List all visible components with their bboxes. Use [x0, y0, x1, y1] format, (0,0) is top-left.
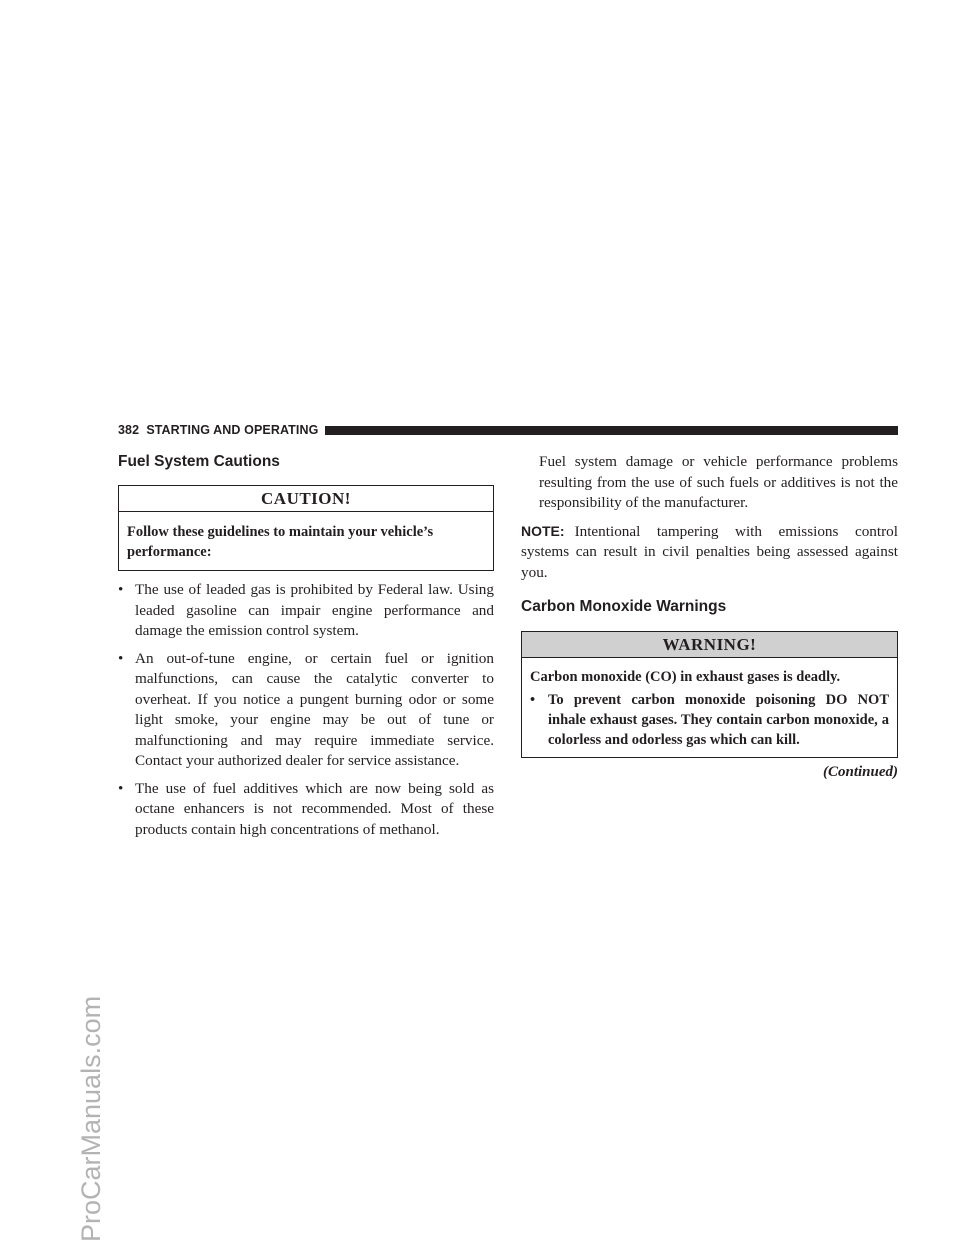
bullet-glyph: • [118, 581, 124, 598]
continued-label: (Continued) [822, 764, 898, 780]
bullet-text: The use of fuel additives which are now being sold as octane enhancers is not recommended. Most of these products contain high concentrations of methanol. [135, 779, 494, 838]
fuel-system-heading: Fuel System Cautions [118, 453, 280, 470]
watermark-text: ProCarManuals.com [76, 995, 106, 1242]
left-column [118, 452, 494, 840]
bullet-glyph: • [118, 779, 124, 797]
list-item [118, 649, 494, 772]
right-column [521, 452, 898, 781]
bullet-glyph: • [118, 649, 124, 667]
page-header [118, 423, 898, 437]
bullet-text: The use of leaded gas is prohibited by Federal law. Using leaded gasoline can impair engine performance and damage the emission control system. [135, 581, 494, 639]
side-watermark [76, 482, 107, 1242]
header-rule [325, 426, 898, 435]
warning-box [521, 631, 898, 758]
section-title: STARTING AND OPERATING [146, 423, 319, 437]
warning-bullets [530, 690, 889, 750]
list-item [118, 580, 494, 642]
page-number-and-section [118, 423, 318, 437]
caution-title: CAUTION! [119, 486, 493, 512]
page-number: 382 [118, 423, 140, 437]
list-item [530, 690, 889, 750]
bullet-glyph: • [530, 692, 536, 708]
warning-title: WARNING! [522, 632, 897, 658]
fuel-bullets [118, 580, 494, 840]
carbon-monoxide-heading: Carbon Monoxide Warnings [521, 598, 727, 615]
note-text: Intentional tampering with emissions control systems can result in civil penalties being assessed against you. [521, 522, 898, 581]
note-paragraph [521, 521, 898, 584]
caution-box [118, 485, 494, 571]
warning-intro: Carbon monoxide (CO) in exhaust gases is deadly. [530, 669, 841, 685]
warning-body [522, 658, 897, 757]
note-label: NOTE: [521, 522, 565, 539]
continuation-paragraph: Fuel system damage or vehicle performance problems resulting from the use of such fuels or additives is not the responsibility of the manufacturer. [539, 453, 898, 511]
bullet-text: An out-of-tune engine, or certain fuel or ignition malfunctions, can cause the catalytic converter to overheat. If you notice a pungent burning odor or some light smoke, your engine may be out of tune or malfunctioning and may require immediate service. Contact your authorized dealer for service assistance. [135, 649, 494, 769]
caution-text: Follow these guidelines to maintain your vehicle’s performance: [127, 524, 434, 560]
warning-bullet-text: To prevent carbon monoxide poisoning DO NOT inhale exhaust gases. They contain carbon monoxide, a colorless and odorless gas which can kill. [548, 692, 889, 748]
list-item [118, 779, 494, 841]
